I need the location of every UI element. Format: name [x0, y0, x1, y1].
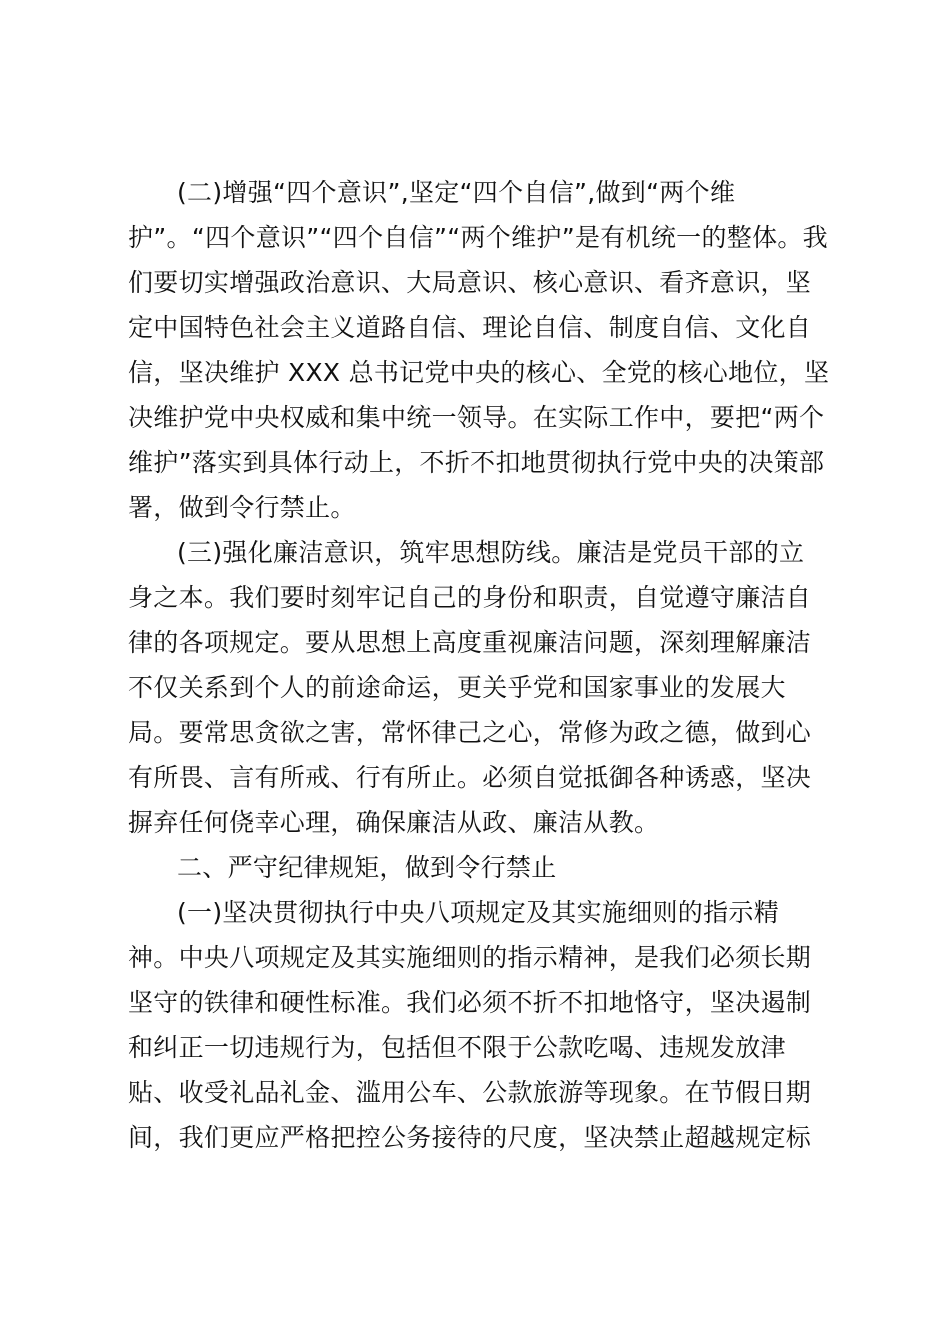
text-line: 署，做到令行禁止。: [128, 493, 356, 522]
text-line: 和纠正一切违规行为，包括但不限于公款吃喝、违规发放津: [128, 1033, 786, 1062]
text-line: 局。要常思贪欲之害，常怀律己之心，常修为政之德，做到心: [128, 718, 812, 747]
text-line: 神。中央八项规定及其实施细则的指示精神，是我们必须长期: [128, 943, 812, 972]
paragraph-heading-2-2: (二)增强“四个意识”,坚定“四个自信”,做到“两个维: [177, 178, 736, 207]
text-line: 决维护党中央权威和集中统一领导。在实际工作中，要把“两个: [128, 403, 825, 432]
text-line: 身之本。我们要时刻牢记自己的身份和职责，自觉遵守廉洁自: [128, 583, 812, 612]
text-line: 贴、收受礼品礼金、滥用公车、公款旅游等现象。在节假日期: [128, 1078, 812, 1107]
text-line: 律的各项规定。要从思想上高度重视廉洁问题，深刻理解廉洁: [128, 628, 812, 657]
paragraph-heading-2-1: (一)坚决贯彻执行中央八项规定及其实施细则的指示精: [177, 898, 780, 927]
text-line: 定中国特色社会主义道路自信、理论自信、制度自信、文化自: [128, 313, 812, 342]
text-line: 坚守的铁律和硬性标准。我们必须不折不扣地恪守，坚决遏制: [128, 988, 812, 1017]
text-line: 不仅关系到个人的前途命运，更关乎党和国家事业的发展大: [128, 673, 786, 702]
text-line: 间，我们更应严格把控公务接待的尺度，坚决禁止超越规定标: [128, 1123, 812, 1152]
text-line: 们要切实增强政治意识、大局意识、核心意识、看齐意识，坚: [128, 268, 812, 297]
paragraph-heading-2-3: (三)强化廉洁意识，筑牢思想防线。廉洁是党员干部的立: [177, 538, 805, 567]
text-line: 有所畏、言有所戒、行有所止。必须自觉抵御各种诱惑，坚决: [128, 763, 812, 792]
text-line: 维护”落实到具体行动上，不折不扣地贯彻执行党中央的决策部: [128, 448, 825, 477]
section-heading-2: 二、严守纪律规矩，做到令行禁止: [177, 853, 557, 882]
text-line: 信，坚决维护 XXX 总书记党中央的核心、全党的核心地位，坚: [128, 358, 830, 387]
text-line: 护”。“四个意识”“四个自信”“两个维护”是有机统一的整体。我: [128, 223, 828, 252]
text-line: 摒弃任何侥幸心理，确保廉洁从政、廉洁从教。: [128, 808, 660, 837]
